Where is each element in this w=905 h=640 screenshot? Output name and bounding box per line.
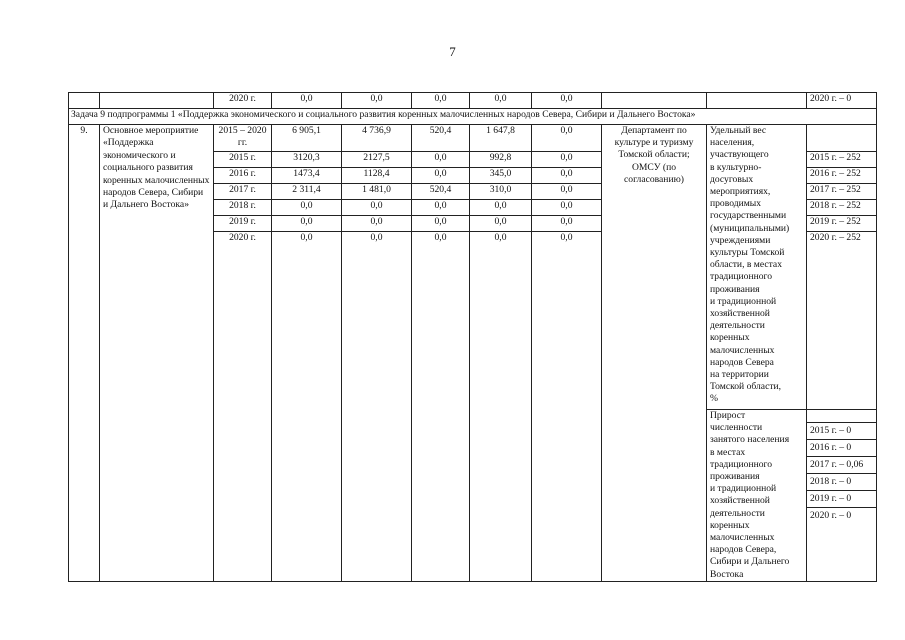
cell-value: 0,0 xyxy=(272,232,342,582)
cell-value: 1 481,0 xyxy=(342,184,412,200)
item-executor: Департамент по культуре и туризму Томской области; ОМСУ (по согласованию) xyxy=(602,125,707,582)
cell-value: 3120,3 xyxy=(272,152,342,168)
page-number: 7 xyxy=(449,44,456,59)
cell-value: 0,0 xyxy=(342,93,412,109)
cell-value: 0,0 xyxy=(342,232,412,582)
cell-target: 2016 г. – 252 xyxy=(807,168,877,184)
cell-target: 2015 г. – 0 xyxy=(807,422,876,440)
cell-target: 2019 г. – 252 xyxy=(807,216,877,232)
cell-year: 2015 – 2020 гг. xyxy=(214,125,272,152)
cell-value: 6 905,1 xyxy=(272,125,342,152)
cell-value: 520,4 xyxy=(412,184,470,200)
cell-value: 0,0 xyxy=(272,200,342,216)
cell-value: 0,0 xyxy=(532,152,602,168)
cell-year: 2018 г. xyxy=(214,200,272,216)
cell-value: 0,0 xyxy=(470,216,532,232)
cell-year: 2017 г. xyxy=(214,184,272,200)
cell-target: 2018 г. – 0 xyxy=(807,474,876,491)
cell-value: 0,0 xyxy=(470,93,532,109)
cell-value: 0,0 xyxy=(470,232,532,582)
program-table xyxy=(68,92,877,582)
item-name: Основное мероприятие «Поддержка экономического и социального развития коренных малочисленных народов Севера, Сибири и Дальнего Востока» xyxy=(100,125,214,582)
cell-target: 2017 г. – 0,06 xyxy=(807,457,876,474)
cell-target-empty xyxy=(807,247,877,410)
cell-target: 2018 г. – 252 xyxy=(807,200,877,216)
cell-value: 0,0 xyxy=(412,93,470,109)
cell-target: 2016 г. – 0 xyxy=(807,440,876,457)
cell-value: 0,0 xyxy=(532,232,602,582)
item-number: 9. xyxy=(69,125,100,582)
cell-target: 2020 г. – 0 xyxy=(807,93,877,109)
cell-value: 0,0 xyxy=(412,200,470,216)
table-row xyxy=(69,125,877,152)
cell-value: 992,8 xyxy=(470,152,532,168)
cell-target: 2020 г. – 252 xyxy=(807,232,877,248)
cell-year: 2019 г. xyxy=(214,216,272,232)
cell-value: 0,0 xyxy=(532,125,602,152)
cell-value: 0,0 xyxy=(342,200,412,216)
cell-year: 2016 г. xyxy=(214,168,272,184)
cell-value: 0,0 xyxy=(412,152,470,168)
task-title: Задача 9 подпрограммы 1 «Поддержка экономического и социального развития коренных малочисленных народов Севера, Сибири и Дальнего Востока» xyxy=(69,109,877,125)
cell-value: 1 647,8 xyxy=(470,125,532,152)
cell-value: 0,0 xyxy=(532,200,602,216)
cell-value: 1473,4 xyxy=(272,168,342,184)
cell-value: 0,0 xyxy=(412,232,470,582)
indicator-2-targets xyxy=(807,410,877,582)
cell-value: 0,0 xyxy=(532,168,602,184)
indicator-1-text: Удельный вес населения, участвующего в культурно- досуговых мероприятиях, проводимых государственными (муниципальными) учреждениями культуры Томской области, в местах традиционного проживания и традиционной хозяйственной деятельности коренных малочисленных народов Севера на территории Томской области, % xyxy=(707,125,807,410)
cell-value: 1128,4 xyxy=(342,168,412,184)
cell-value: 2127,5 xyxy=(342,152,412,168)
cell-value: 2 311,4 xyxy=(272,184,342,200)
cell-name xyxy=(100,93,214,109)
cell-year: 2015 г. xyxy=(214,152,272,168)
task-row xyxy=(69,109,877,125)
cell-target: 2020 г. – 0 xyxy=(810,510,852,521)
cell-number xyxy=(69,93,100,109)
cell-value: 0,0 xyxy=(532,184,602,200)
cell-value: 345,0 xyxy=(470,168,532,184)
cell-value: 0,0 xyxy=(532,216,602,232)
cell-value: 0,0 xyxy=(532,93,602,109)
cell-value: 0,0 xyxy=(342,216,412,232)
cell-value: 520,4 xyxy=(412,125,470,152)
cell-value: 4 736,9 xyxy=(342,125,412,152)
cell-value: 0,0 xyxy=(272,93,342,109)
cell-value: 0,0 xyxy=(412,168,470,184)
cell-value: 0,0 xyxy=(470,200,532,216)
cell-target: 2019 г. – 0 xyxy=(807,491,876,508)
cell-value: 0,0 xyxy=(272,216,342,232)
cell-target: 2017 г. – 252 xyxy=(807,184,877,200)
cell-target-empty xyxy=(807,125,877,152)
cell-target: 2015 г. – 252 xyxy=(807,152,877,168)
table-row xyxy=(69,93,877,109)
indicator-2-text: Прирост численности занятого населения в местах традиционного проживания и традиционной хозяйственной деятельности коренных малочисленных народов Севера, Сибири и Дальнего Востока xyxy=(707,410,807,582)
cell-value: 310,0 xyxy=(470,184,532,200)
cell-value: 0,0 xyxy=(412,216,470,232)
cell-indicator xyxy=(707,93,807,109)
cell-year: 2020 г. xyxy=(214,93,272,109)
cell-executor xyxy=(602,93,707,109)
cell-year: 2020 г. xyxy=(214,232,272,582)
